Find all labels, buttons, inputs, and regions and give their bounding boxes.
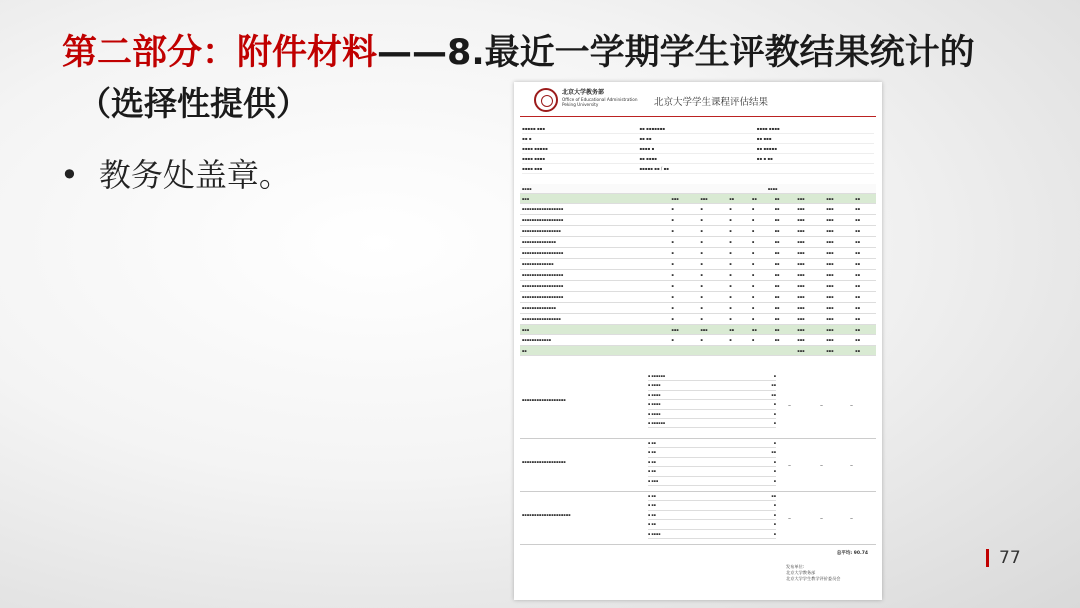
slide-subtitle: （选择性提供） [78,84,309,123]
choice-group: ▪▪▪▪▪▪▪▪▪▪▪▪▪▪▪▪▪▪▪▪ ▪ ▪▪ ▪▪ ▪ ▪▪ ▪ ▪ ▪▪ ▪ ▪ ▪▪ ▪ ▪ ▪▪▪▪ ▪ – – – [520,492,876,545]
signature-line: 北京大学教务部 [786,570,816,575]
org-name: 北京大学教务部 [562,89,605,96]
document-org [562,90,642,107]
choice-group: ▪▪▪▪▪▪▪▪▪▪▪▪▪▪▪▪▪▪ ▪ ▪▪▪▪▪▪ ▪ ▪ ▪▪▪▪ ▪▪ ▪ ▪▪▪▪ ▪▪ ▪ ▪▪▪▪ ▪ ▪ ▪▪▪▪ ▪ ▪ ▪▪▪▪▪▪ ▪ – – – [520,372,876,439]
page-number [986,548,1021,568]
bullet-item [60,150,291,196]
document-header [514,82,882,120]
choice-questions [520,372,876,545]
overall-average: 总平均: 90.74 [836,551,868,556]
title-topic: ——8.最近一学期学生评教结果统计的 [377,33,975,73]
header-divider [520,116,876,117]
signature-line: 发布单位: [786,564,805,569]
evaluation-document-image [514,82,882,600]
org-english-name: Office of Educational Administration Peking University [562,97,638,107]
page-number-text: 77 [999,548,1021,568]
signature-line: 北京大学学生教学评价委员会 [786,576,841,581]
rating-table: ▪▪▪▪ ▪▪▪▪ ▪▪▪ ▪▪▪ ▪▪▪ ▪▪ ▪▪ ▪▪ ▪▪▪ ▪▪▪ ▪▪ ▪▪▪▪▪▪▪▪▪▪▪▪▪▪▪▪▪ ▪ ▪ ▪ ▪ ▪▪ ▪▪▪ ▪▪▪ ▪▪ ▪▪▪▪▪▪▪▪▪▪▪▪▪▪▪▪▪ ▪ ▪ ▪ ▪ ▪▪ ▪▪▪ ▪▪▪ ▪▪ ▪▪▪▪▪▪▪▪▪▪▪▪▪▪▪▪ ▪ ▪ ▪ ▪ ▪▪ ▪▪▪ ▪▪▪ ▪▪ ▪▪▪▪▪▪▪▪▪▪▪▪▪▪ ▪ ▪ ▪ ▪ ▪▪ ▪▪▪ ▪▪▪ ▪▪ ▪▪▪▪▪▪▪▪▪▪▪▪▪▪▪▪▪ ▪ ▪ ▪ ▪ ▪▪ ▪▪▪ ▪▪▪ ▪▪ ▪▪▪▪▪▪▪▪▪▪▪▪▪ ▪ ▪ ▪ ▪ ▪▪ ▪▪▪ ▪▪▪ ▪▪ ▪▪▪▪▪▪▪▪▪▪▪▪▪▪▪▪▪ ▪ ▪ ▪ ▪ ▪▪ ▪▪▪ ▪▪▪ ▪▪ ▪▪▪▪▪▪▪▪▪▪▪▪▪▪▪▪▪ ▪ ▪ ▪ ▪ ▪▪ ▪▪▪ ▪▪▪ ▪▪ ▪▪▪▪▪▪▪▪▪▪▪▪▪▪▪▪▪ ▪ ▪ ▪ ▪ ▪▪ ▪▪▪ ▪▪▪ ▪▪ ▪▪▪▪▪▪▪▪▪▪▪▪▪▪ ▪ ▪ ▪ ▪ ▪▪ ▪▪▪ ▪▪▪ ▪▪ ▪▪▪▪▪▪▪▪▪▪▪▪▪▪▪▪ ▪ ▪ ▪ ▪ ▪▪ ▪▪▪ ▪▪▪ ▪▪ ▪▪▪ ▪▪▪ ▪▪▪ ▪▪ ▪▪ ▪▪ ▪▪▪ ▪▪▪ ▪▪ ▪▪▪▪▪▪▪▪▪▪▪▪ ▪ ▪ ▪ ▪ ▪▪ ▪▪▪ ▪▪▪ ▪▪ ▪▪ ▪▪▪ ▪▪▪ ▪▪ [520,184,876,356]
course-info-block: ▪▪▪▪▪ ▪▪▪ ▪▪ ▪▪▪▪▪▪▪ ▪▪▪▪ ▪▪▪▪ ▪▪ ▪ ▪▪ ▪▪ ▪▪ ▪▪▪ ▪▪▪▪ ▪▪▪▪▪ ▪▪▪▪ ▪ ▪▪ ▪▪▪▪▪ ▪▪▪▪ ▪▪▪▪ ▪▪ ▪▪▪▪ ▪▪ ▪ ▪▪ ▪▪▪▪ ▪▪▪ ▪▪▪▪▪ ▪▪ / ▪▪ [522,124,874,174]
issuer-signature [786,564,840,582]
university-seal-icon [534,88,558,112]
bullet-dot-icon: • [60,156,79,194]
document-title: 北京大学学生课程评估结果 [654,97,769,108]
choice-group: ▪▪▪▪▪▪▪▪▪▪▪▪▪▪▪▪▪▪ ▪ ▪▪ ▪ ▪ ▪▪ ▪▪ ▪ ▪▪ ▪ ▪ ▪▪ ▪ ▪ ▪▪▪ ▪ – – – [520,439,876,492]
slide-title [62,32,975,74]
title-section: 第二部分：附件材料 [62,33,378,73]
page-marker-icon [986,549,989,567]
bullet-text: 教务处盖章。 [98,156,291,194]
